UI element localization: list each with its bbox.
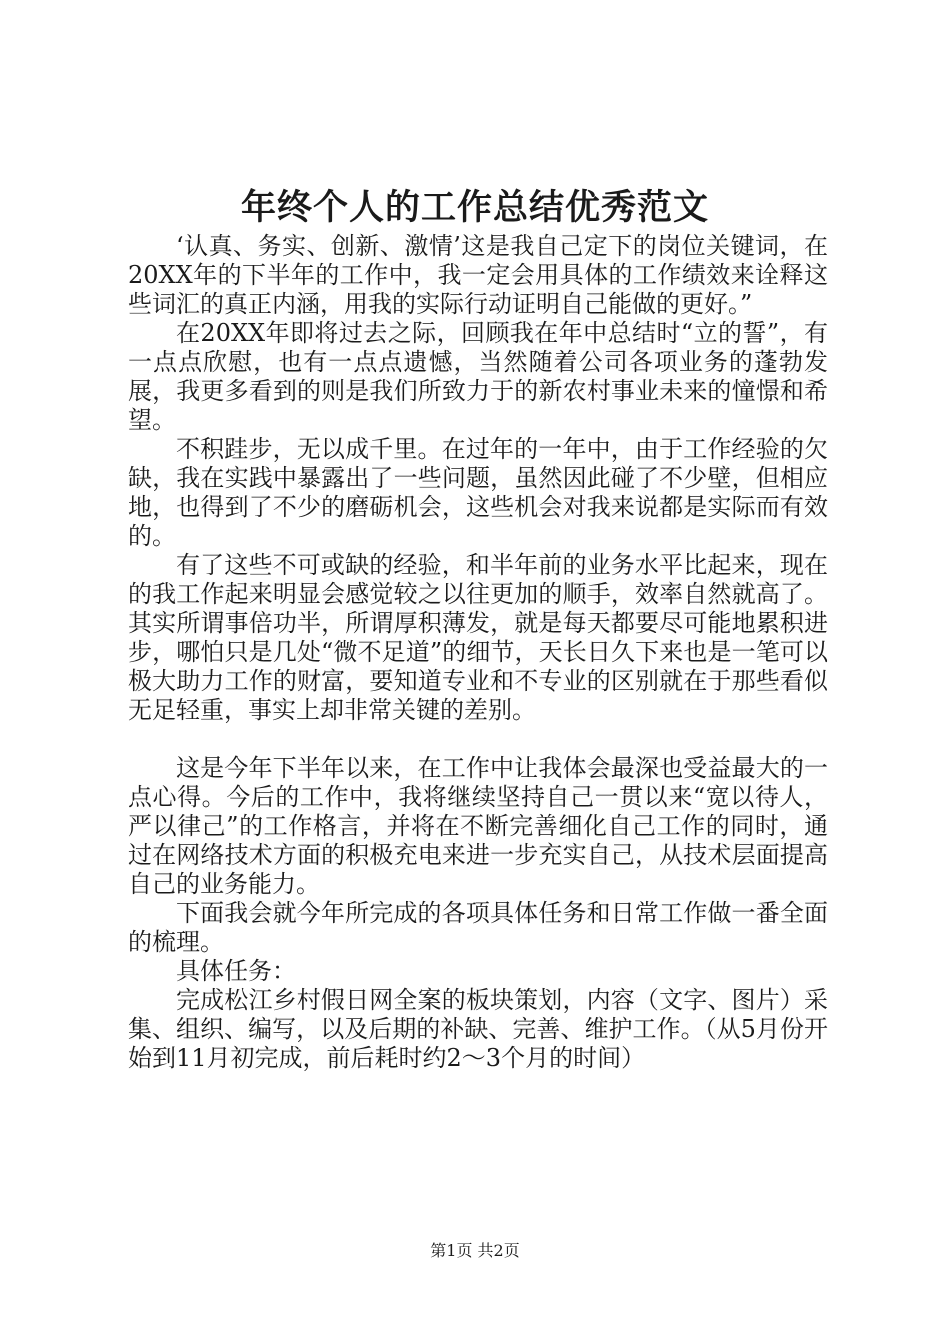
paragraph-7: 具体任务： [176,957,296,985]
page-footer: 第1页 共2页 [430,1241,520,1260]
paragraph-2: 在20XX年即将过去之际，回顾我在年中总结时“立的誓”，有一点点欣慰，也有一点点遗憾，当然随着公司各项业务的蓬勃发展，我更多看到的则是我们所致力于的新农村事业未来的憧憬和希望。 [128,319,828,434]
paragraph-3: 不积跬步，无以成千里。在过年的一年中，由于工作经验的欠缺，我在实践中暴露出了一些问题，虽然因此碰了不少壁，但相应地，也得到了不少的磨砺机会，这些机会对我来说都是实际而有效的。 [128,435,828,550]
document-body [128,232,828,1073]
paragraph-4: 有了这些不可或缺的经验，和半年前的业务水平比起来，现在的我工作起来明显会感觉较之以往更加的顺手，效率自然就高了。其实所谓事倍功半，所谓厚积薄发，就是每天都要尽可能地累积进步，哪怕只是几处“微不足道”的细节，天长日久下来也是一笔可以极大助力工作的财富，要知道专业和不专业的区别就在于那些看似无足轻重，事实上却非常关键的差别。 [128,551,828,724]
paragraph-5: 这是今年下半年以来，在工作中让我体会最深也受益最大的一点心得。今后的工作中，我将继续坚持自己一贯以来“宽以待人，严以律己”的工作格言，并将在不断完善细化自己工作的同时，通过在网络技术方面的积极充电来进一步充实自己，从技术层面提高自己的业务能力。 [128,754,828,898]
paragraph-1: ‘认真、务实、创新、激情’这是我自己定下的岗位关键词，在20XX年的下半年的工作中，我一定会用具体的工作绩效来诠释这些词汇的真正内涵，用我的实际行动证明自己能做的更好。” [128,232,828,318]
paragraph-8: 完成松江乡村假日网全案的板块策划，内容（文字、图片）采集、组织、编写，以及后期的补缺、完善、维护工作。（从5月份开始到11月初完成，前后耗时约2～3个月的时间） [128,986,828,1072]
paragraph-6: 下面我会就今年所完成的各项具体任务和日常工作做一番全面的梳理。 [128,899,828,956]
paragraph-spacer [128,725,828,754]
document-title: 年终个人的工作总结优秀范文 [240,187,709,228]
